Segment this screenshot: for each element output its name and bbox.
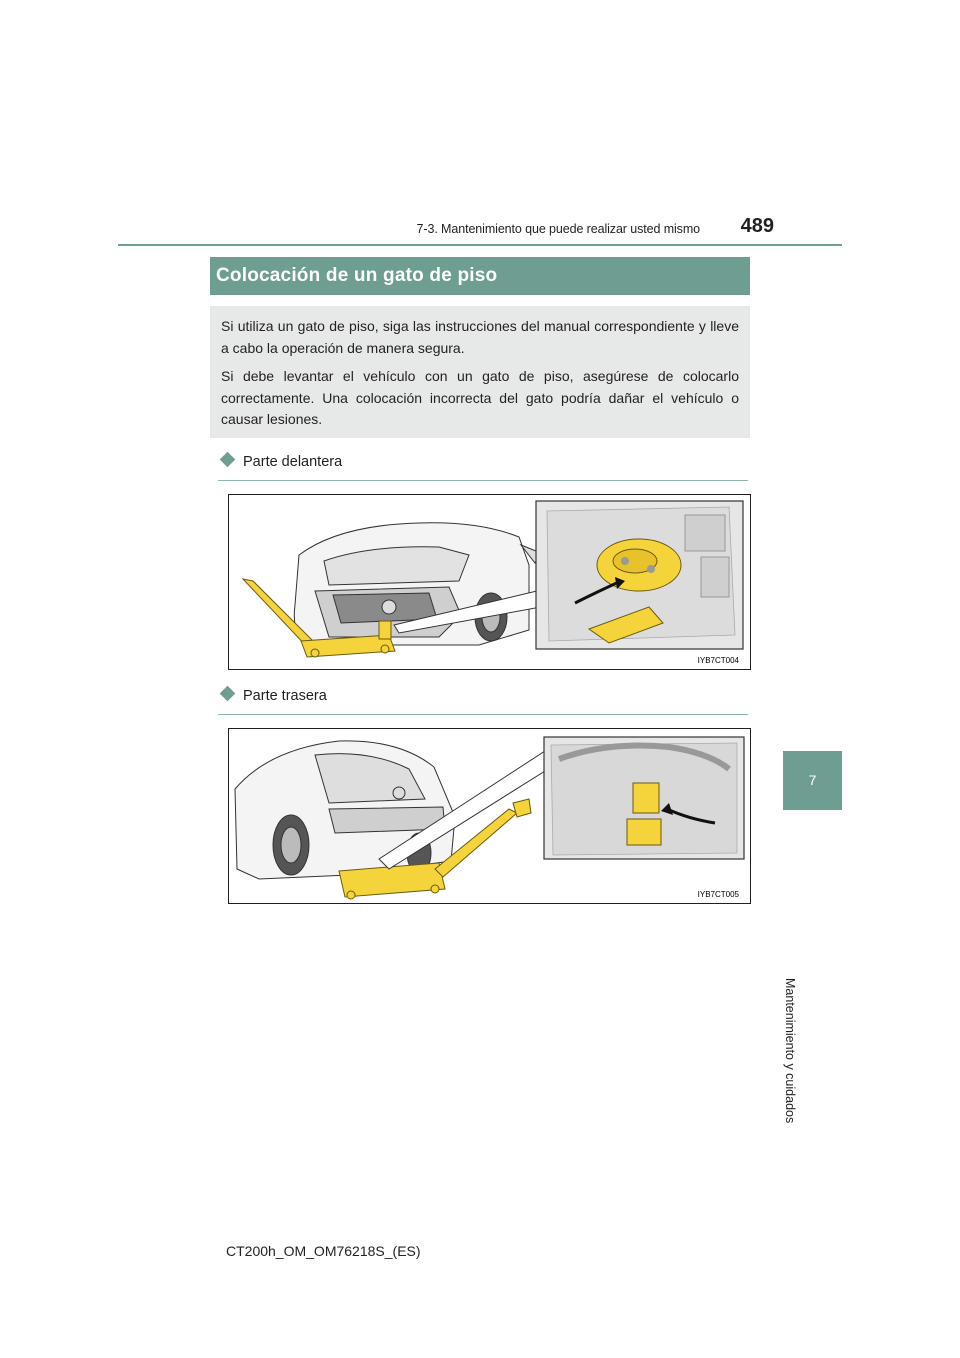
subheading-rear [218, 688, 748, 715]
figure-code-front: IYB7CT004 [697, 656, 739, 665]
intro-box [210, 306, 750, 438]
chapter-title: Mantenimiento y cuidados [783, 978, 797, 1124]
subheading-rear-label: Parte trasera [243, 688, 327, 704]
running-head: 7-3. Mantenimiento que puede realizar usted mismo [416, 222, 700, 236]
header-rule [118, 244, 842, 246]
front-illustration [229, 495, 750, 669]
diamond-bullet-icon [220, 686, 236, 702]
rear-illustration [229, 729, 750, 903]
diamond-bullet-icon [220, 452, 236, 468]
subheading-front [218, 454, 748, 481]
section-title: Colocación de un gato de piso [210, 257, 750, 295]
inset-front-detail [536, 501, 743, 649]
figure-front-jack-point [228, 494, 751, 670]
page-number: 489 [740, 215, 774, 237]
figure-rear-jack-point [228, 728, 751, 904]
figure-code-rear: IYB7CT005 [697, 890, 739, 899]
car-rear-drawing [235, 741, 455, 879]
subheading-front-label: Parte delantera [243, 454, 343, 470]
footer-doc-code: CT200h_OM_OM76218S_(ES) [226, 1243, 421, 1259]
intro-paragraph: Si debe levantar el vehículo con un gato de piso, asegúrese de colocarlo correctamente. Una colocación incorrecta del gato podría dañar el vehículo o causar lesiones. [221, 368, 739, 427]
chapter-tab: 7 [783, 751, 842, 810]
intro-paragraph: Si utiliza un gato de piso, siga las instrucciones del manual correspondiente y lleve a cabo la operación de manera segura. [221, 318, 739, 356]
inset-rear-detail [544, 737, 744, 859]
